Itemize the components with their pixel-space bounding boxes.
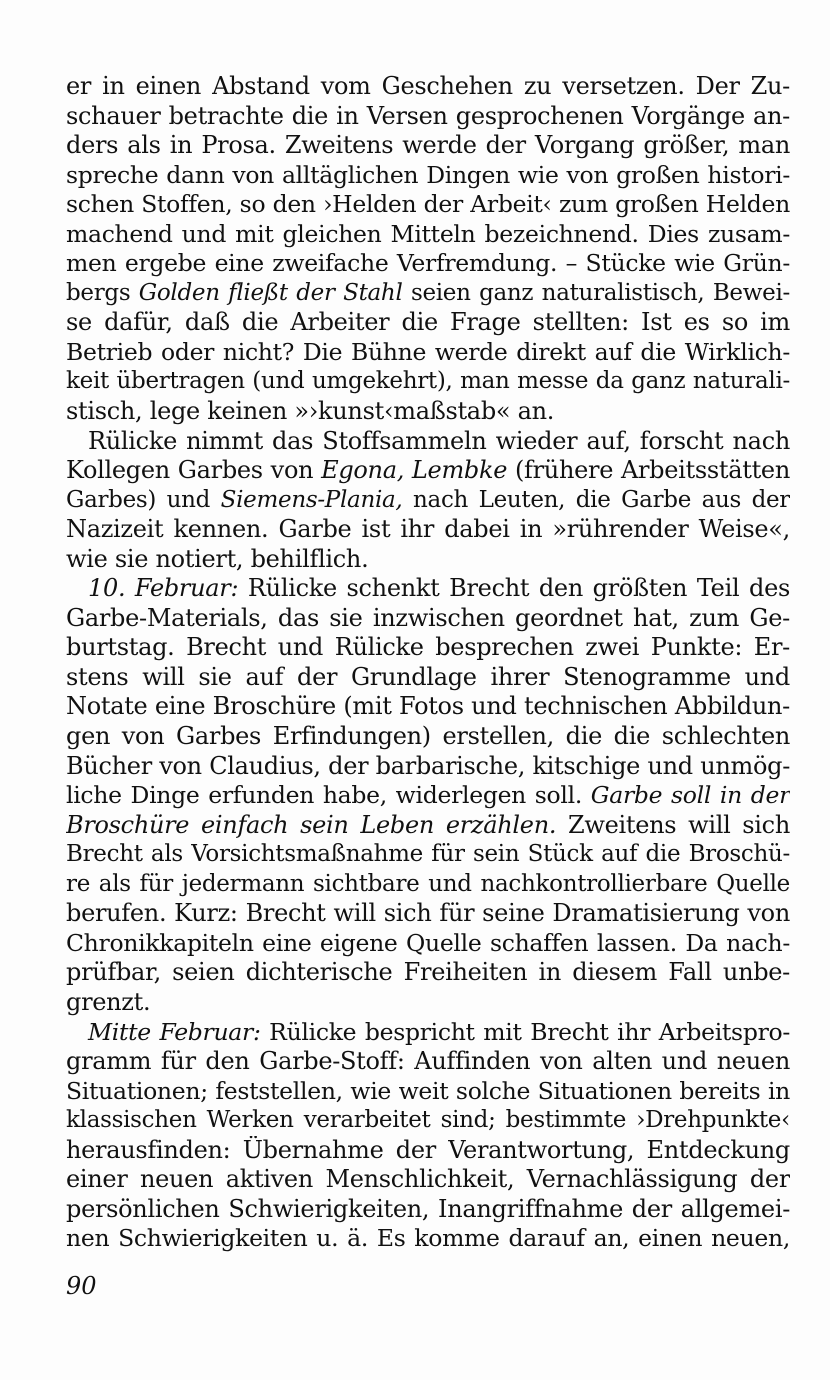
italic-text-run: Golden fließt der Stahl [138,279,403,306]
text-run: prüfbar, seien dichterische Freiheiten in diesem Fall unbe- [66,958,790,987]
text-run: machend und mit gleichen Mitteln bezeichnend. Dies zusam- [66,219,790,248]
text-run: persönlichen Schwierigkeiten, Inangriffnahme der allgemei- [66,1194,790,1223]
text-run: Kollegen Garbes von [66,456,322,485]
text-run: Garbes) und [66,486,221,513]
text-line [66,279,790,309]
text-line [66,1077,790,1107]
text-run: liche Dinge erfunden habe, widerlegen soll. [66,781,591,810]
text-run: Bücher von Claudius, der barbarische, kitschige und unmög- [66,751,790,780]
text-run: bergs [66,279,139,306]
text-line [66,456,790,486]
text-run: (frühere Arbeitsstätten [507,456,790,485]
text-run: Situationen; feststellen, wie weit solche Situationen bereits in [66,1076,790,1105]
text-run: grenzt. [66,987,151,1016]
text-run: schauer betrachte die in Versen gesprochenen Vorgänge an- [66,101,790,130]
text-line [66,220,790,250]
text-run: nach Leuten, die Garbe aus der [402,486,790,513]
italic-text-run: Mitte Februar: [88,1017,261,1046]
text-run: er in einen Abstand vom Geschehen zu versetzen. Der Zu- [66,72,790,100]
text-line [66,574,790,604]
text-line [66,722,790,752]
text-run: burtstag. Brecht und Rülicke besprechen zwei Punkte: Er- [66,633,790,662]
italic-text-run: 10. Februar: [88,574,239,603]
text-line [66,840,790,870]
text-line [66,249,790,279]
text-line [66,161,790,191]
text-run: Rülicke schenkt Brecht den größten Teil des [238,574,790,603]
text-line [66,1047,790,1077]
text-line [66,1136,790,1166]
text-line [66,131,790,161]
text-run: keit übertragen (und umgekehrt), man messe da ganz naturali- [66,368,790,395]
italic-text-run: Siemens-Plania, [220,486,403,513]
text-run: wie sie notiert, behilflich. [66,544,369,573]
italic-text-run: Egona, Lembke [321,456,508,485]
text-line [66,102,790,132]
text-line [66,692,790,722]
text-line [66,308,790,338]
text-line [66,899,790,929]
text-line [66,811,790,841]
text-run: klassischen Werken verarbeitet sind; bestimmte ›Drehpunkte‹ [66,1107,790,1134]
italic-text-run: Garbe soll in der [590,781,790,810]
text-line [66,781,790,811]
text-line [66,72,790,102]
text-run: Notate eine Broschüre (mit Fotos und technischen Abbildun- [66,692,790,721]
text-line [66,190,790,220]
text-run: re als für jedermann sichtbare und nachkontrollierbare Quelle [66,870,790,897]
text-run: Rülicke bespricht mit Brecht ihr Arbeitspro- [260,1017,790,1046]
text-line [66,427,790,457]
page-number: 90 [66,1272,97,1300]
text-line [66,397,790,427]
text-line [66,1165,790,1195]
text-run: einer neuen aktiven Menschlichkeit, Vernachlässigung der [66,1165,790,1194]
text-run: spreche dann von alltäglichen Dingen wie von großen histori- [66,160,790,189]
text-line [66,1106,790,1136]
text-line [66,486,790,516]
text-run: seien ganz naturalistisch, Bewei- [402,279,790,306]
text-run: gen von Garbes Erfindungen) erstellen, die die schlechten [66,722,790,751]
text-line [66,604,790,634]
text-line [66,988,790,1018]
text-line [66,663,790,693]
text-line [66,958,790,988]
italic-text-run: Broschüre einfach sein Leben erzählen. [66,810,557,839]
text-run: nen Schwierigkeiten u. ä. Es komme darauf an, einen neuen, [66,1224,790,1253]
text-run: gramm für den Garbe-Stoff: Auffinden von alten und neuen [66,1047,790,1076]
text-line [66,1224,790,1254]
text-run: men ergebe eine zweifache Verfremdung. – Stücke wie Grün- [66,249,790,278]
text-run: herausfinden: Übernahme der Verantwortung, Entdeckung [66,1135,790,1164]
text-line [66,633,790,663]
text-run: stisch, lege keinen »›kunst‹maßstab« an. [66,397,555,426]
text-line [66,1195,790,1225]
text-line [66,338,790,368]
text-run: Zweitens will sich [556,810,790,839]
text-run: ders als in Prosa. Zweitens werde der Vorgang größer, man [66,131,790,160]
text-run: se dafür, daß die Arbeiter die Frage stellten: Ist es so im [66,308,790,337]
text-run: Chronikkapiteln eine eigene Quelle schaffen lassen. Da nach- [66,928,790,957]
text-run: Garbe-Materials, das sie inzwischen geordnet hat, zum Ge- [66,603,790,632]
text-run: stens will sie auf der Grundlage ihrer Stenogramme und [66,662,790,691]
text-line [66,367,790,397]
text-run: Brecht als Vorsichtsmaßnahme für sein Stück auf die Broschü- [66,841,790,868]
text-run: Rülicke nimmt das Stoffsammeln wieder auf, forscht nach [88,426,790,455]
text-line [66,515,790,545]
text-run: Betrieb oder nicht? Die Bühne werde direkt auf die Wirklich- [66,337,790,366]
text-line [66,545,790,575]
text-run: Nazizeit kennen. Garbe ist ihr dabei in »rührender Weise«, [66,515,790,544]
text-line [66,929,790,959]
text-run: berufen. Kurz: Brecht will sich für seine Dramatisierung von [66,899,790,928]
text-line [66,1018,790,1048]
body-text [66,72,790,1254]
text-line [66,752,790,782]
text-line [66,870,790,900]
text-run: schen Stoffen, so den ›Helden der Arbeit‹ zum großen Helden [66,190,790,219]
